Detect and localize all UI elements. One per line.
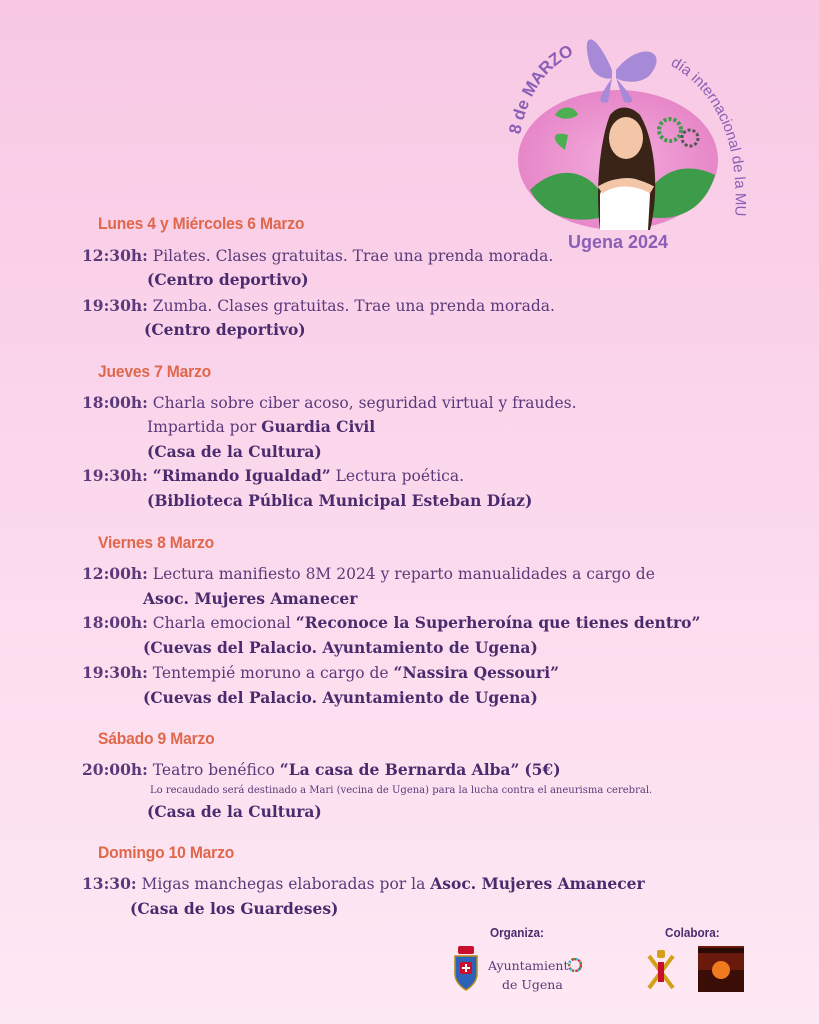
day-heading-sabado: Sábado 9 Marzo xyxy=(98,729,215,748)
day-heading-jueves: Jueves 7 Marzo xyxy=(98,362,212,381)
event-line xyxy=(82,874,645,893)
sunset-logo-icon xyxy=(698,946,744,992)
colabora-label: Colabora: xyxy=(665,925,720,940)
event-line xyxy=(82,393,577,412)
event-text: Charla emocional xyxy=(152,614,296,632)
event-title: “La casa de Bernarda Alba” xyxy=(279,760,520,779)
event-location: (Centro deportivo) xyxy=(144,320,306,339)
event-text: Migas manchegas elaboradas por la xyxy=(141,875,431,893)
event-location: (Casa de la Cultura) xyxy=(147,802,322,821)
event-title: Asoc. Mujeres Amanecer xyxy=(430,874,645,893)
event-line2-prefix: Impartida por xyxy=(147,418,262,436)
event-time: 18:00h: xyxy=(82,393,148,412)
ayuntamiento-line1: Ayuntamient xyxy=(488,958,582,973)
logo-illustration xyxy=(500,20,760,260)
event-title: “Nassira Qessouri” xyxy=(393,663,559,682)
event-line xyxy=(82,613,700,632)
event-location: (Cuevas del Palacio. Ayuntamiento de Ugena) xyxy=(143,688,538,707)
event-time: 20:00h: xyxy=(82,760,148,779)
event-line xyxy=(82,564,655,583)
event-line2 xyxy=(147,417,375,436)
event-location: (Casa de la Cultura) xyxy=(147,442,322,461)
event-location: (Cuevas del Palacio. Ayuntamiento de Ugena) xyxy=(143,638,538,657)
event-text: Charla sobre ciber acoso, seguridad virtual y fraudes. xyxy=(152,394,577,412)
event-text: Teatro benéfico xyxy=(152,761,280,779)
coat-of-arms-icon xyxy=(452,944,480,992)
event-text: Pilates. Clases gratuitas. Trae una prenda morada. xyxy=(152,247,554,265)
event-location: (Casa de los Guardeses) xyxy=(130,899,339,918)
event-time: 19:30h: xyxy=(82,296,148,315)
logo-subtitle: día internacional de la MU xyxy=(668,53,749,217)
ayuntamiento-line2: de Ugena xyxy=(502,977,563,992)
event-price: (5€) xyxy=(524,760,561,779)
sdg-wheel-icon xyxy=(568,958,582,972)
logo-place-year: Ugena 2024 xyxy=(568,232,669,252)
event-line xyxy=(82,466,464,485)
event-line xyxy=(82,663,559,682)
event-line2-bold: Guardia Civil xyxy=(261,417,376,436)
event-line xyxy=(82,760,561,779)
event-text: Lectura poética. xyxy=(330,467,465,485)
event-text: Zumba. Clases gratuitas. Trae una prenda morada. xyxy=(152,297,555,315)
day-heading-domingo: Domingo 10 Marzo xyxy=(98,843,235,862)
event-note: Lo recaudado será destinado a Mari (vecina de Ugena) para la lucha contra el aneurisma cerebral. xyxy=(150,785,653,796)
event-time: 18:00h: xyxy=(82,613,148,632)
event-location: (Biblioteca Pública Municipal Esteban Díaz) xyxy=(147,491,533,510)
event-title: “Reconoce la Superheroína que tienes dentro” xyxy=(295,613,701,632)
guardia-civil-emblem-icon xyxy=(645,948,677,992)
logo-date: 8 de MARZO xyxy=(505,41,577,136)
event-time: 13:30: xyxy=(82,874,137,893)
event-line xyxy=(82,246,553,265)
event-title: “Rimando Igualdad” xyxy=(152,466,331,485)
event-time: 12:30h: xyxy=(82,246,148,265)
event-text: Tentempié moruno a cargo de xyxy=(152,664,394,682)
event-location: (Centro deportivo) xyxy=(147,270,309,289)
event-text: Lectura manifiesto 8M 2024 y reparto manualidades a cargo de xyxy=(152,565,655,583)
event-time: 19:30h: xyxy=(82,663,148,682)
event-location: Asoc. Mujeres Amanecer xyxy=(143,589,358,608)
day-heading-lunes: Lunes 4 y Miércoles 6 Marzo xyxy=(98,214,305,233)
event-logo xyxy=(500,20,760,260)
event-time: 19:30h: xyxy=(82,466,148,485)
day-heading-viernes: Viernes 8 Marzo xyxy=(98,533,215,552)
event-line xyxy=(82,296,555,315)
organiza-label: Organiza: xyxy=(490,925,544,940)
event-time: 12:00h: xyxy=(82,564,148,583)
